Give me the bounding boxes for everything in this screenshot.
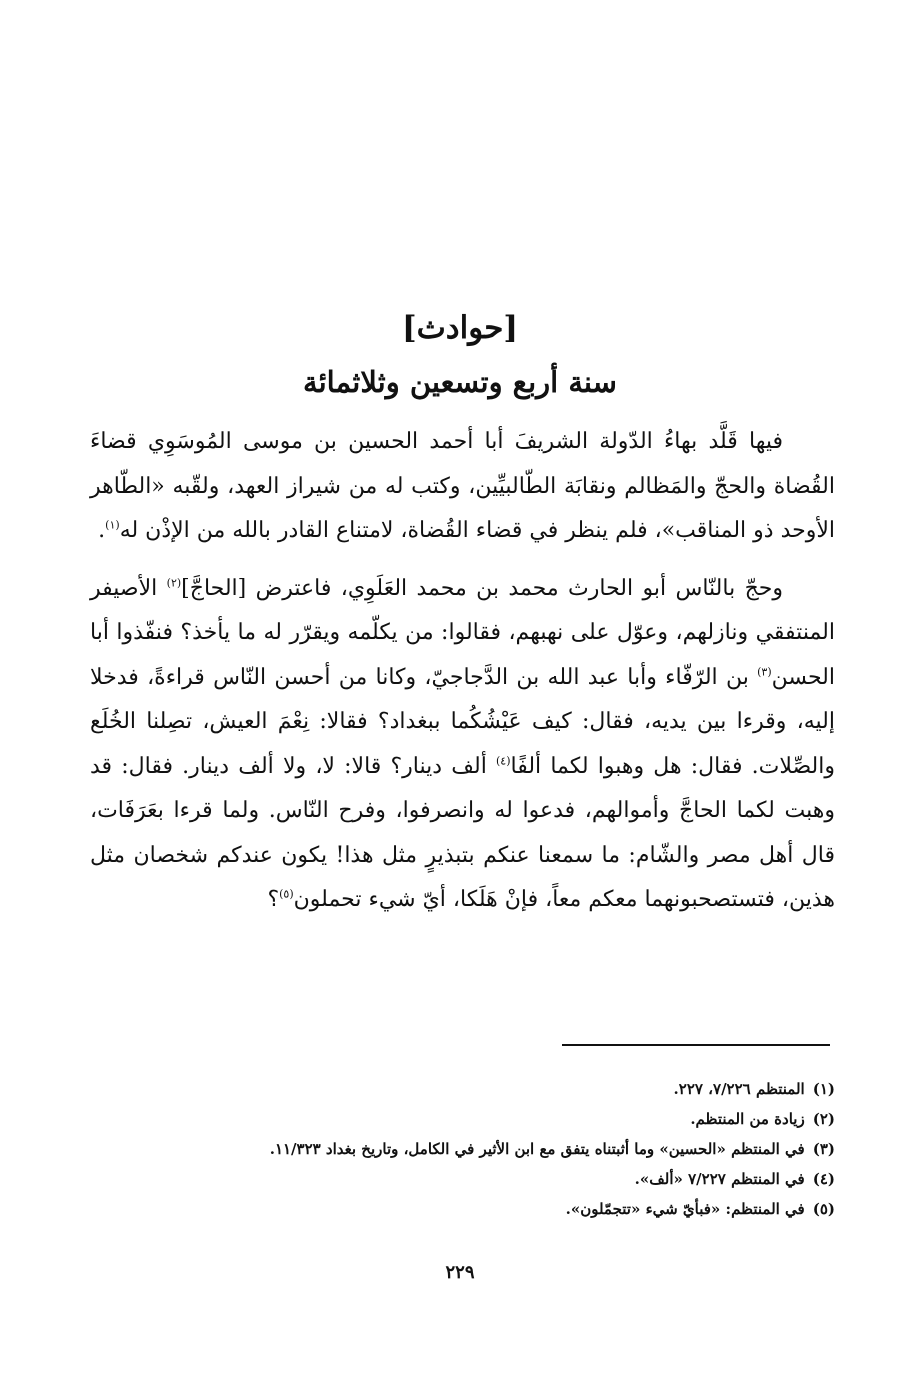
paragraph-2-part-1: وحجّ بالنّاس أبو الحارث محمد بن محمد العَلَوِي، فاعترض [الحاجَّ] [181, 575, 783, 601]
paragraph-2 [90, 567, 835, 923]
footnote-2-number: (٢) [812, 1110, 835, 1128]
footnote-5-text: في المنتظم: «فبأيّ شيء «تتجمّلون». [565, 1200, 805, 1218]
footnote-4-number: (٤) [812, 1170, 835, 1188]
paragraph-2-end: ؟ [267, 887, 280, 912]
footnote-3-number: (٣) [812, 1140, 835, 1158]
footnote-divider [562, 1044, 830, 1046]
footnotes-list [75, 1074, 835, 1224]
footnote-ref-3: (٣) [757, 665, 772, 679]
footnote-ref-5: (٥) [279, 887, 294, 901]
footnote-5 [75, 1194, 835, 1224]
footnote-4-text: في المنتظم ٧/٢٢٧ «ألف». [634, 1170, 805, 1188]
paragraph-2-part-2: الأصيفر المنتفقي ونازلهم، وعوّل على نهبهم، فقالوا: من يكلّمه ويقرّر له ما يأخذ؟ فنفّذوا أبا الحسن [90, 575, 835, 690]
section-heading: [حوادث] [401, 310, 519, 346]
paragraph-2-part-4: ألف دينار؟ قالا: لا، ولا ألف دينار. فقال: قد وهبت لكما الحاجَّ وأموالهم، فدعوا له وانصرفوا، وفرح النّاس. ولما قرءا بعَرَفَات، قال أهل مصر والشّام: ما سمعنا عنكم بتبذيرٍ مثل هذا! يكون عندكم شخصان مثل هذين، فتستصحبونهما معكم معاً، فإنْ هَلَكا، أيّ شيء تحملون [90, 753, 835, 912]
footnote-ref-1: (١) [105, 518, 120, 532]
footnote-5-number: (٥) [812, 1200, 835, 1218]
footnote-3 [75, 1134, 835, 1164]
main-text [90, 420, 835, 923]
paragraph-1-end: . [98, 518, 106, 543]
footnote-3-text: في المنتظم «الحسين» وما أثبتناه يتفق مع ابن الأثير في الكامل، وتاريخ بغداد ١١/٣٢٣. [269, 1140, 805, 1158]
footnote-1-text: المنتظم ٧/٢٢٦، ٢٢٧. [673, 1080, 805, 1098]
footnote-4 [75, 1164, 835, 1194]
paragraph-1 [90, 420, 835, 554]
footnote-1 [75, 1074, 835, 1104]
footnote-ref-2: (٢) [166, 576, 182, 590]
paragraph-1-text: فيها قَلَّد بهاءُ الدّولة الشريفَ أبا أحمد الحسين بن موسى المُوسَوِي قضاءَ القُضاة والحجّ والمَظالم ونقابَة الطّالبيِّين، وكتب له من شيراز العهد، ولقّبه «الطّاهر الأوحد ذو المناقب»، فلم ينظر في قضاء القُضاة، لامتناع القادر بالله من الإذْن له [90, 429, 835, 543]
footnote-ref-4: (٤) [495, 754, 511, 768]
footnote-1-number: (١) [812, 1080, 835, 1098]
footnote-2-text: زيادة من المنتظم. [690, 1110, 805, 1128]
paragraph-2-part-3: بن الرّفّاء وأبا عبد الله بن الدَّجاجيّ، وكانا من أحسن النّاس قراءةً، فدخلا إليه، وقرءا بين يديه، فقال: كيف عَيْشُكُما ببغداد؟ فقالا: نِعْمَ العيش، تصِلنا الخُلَع والصِّلات. فقال: هل وهبوا لكما ألفًا [90, 664, 835, 779]
footnote-2 [75, 1104, 835, 1134]
year-heading: سنة أربع وتسعين وثلاثمائة [303, 365, 617, 399]
page-number: ٢٢٩ [445, 1262, 475, 1283]
